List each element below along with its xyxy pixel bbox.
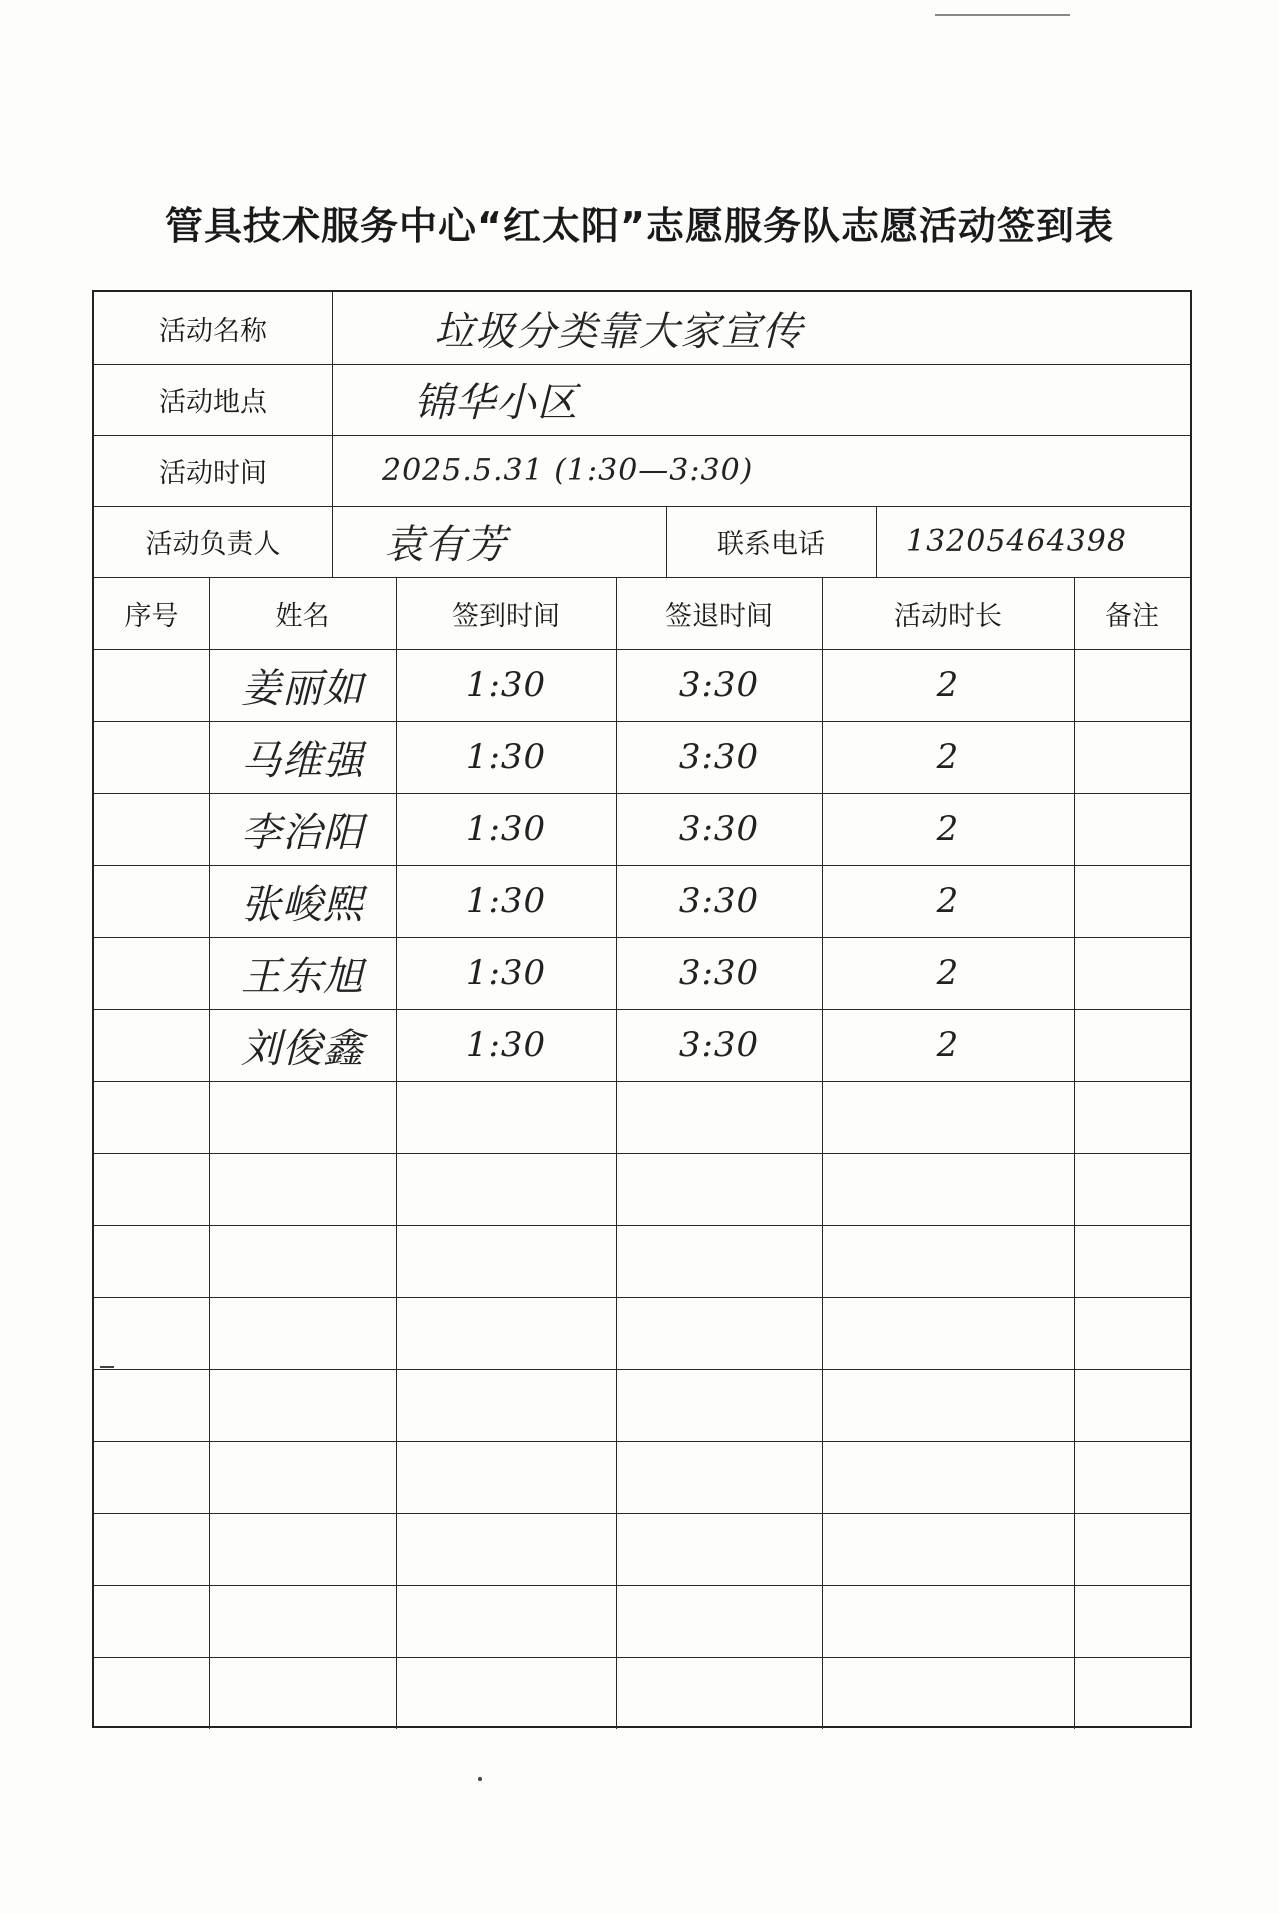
cell-duration: 2 [936, 953, 960, 993]
cell-remark [1074, 865, 1190, 937]
cell-checkout-time: 3:30 [678, 809, 760, 849]
cell-duration [822, 1585, 1074, 1657]
cell-name: 姜丽如 [241, 665, 364, 712]
cell-seq [94, 721, 209, 793]
cell-seq [94, 1585, 209, 1657]
cell-checkout-time: 3:30 [678, 665, 760, 705]
cell-name [209, 1513, 396, 1585]
cell-name: 李治阳 [241, 809, 364, 856]
cell-name: 张峻熙 [241, 881, 364, 928]
cell-checkin-time: 1:30 [465, 881, 547, 921]
cell-remark [1074, 793, 1190, 865]
cell-duration: 2 [936, 809, 960, 849]
cell-seq [94, 1153, 209, 1225]
cell-checkout-time [616, 1585, 822, 1657]
activity-time-value: 2025.5.31 (1:30—3:30) [382, 453, 754, 488]
scan-speck [100, 1366, 114, 1368]
cell-duration [822, 1081, 1074, 1153]
cell-checkout-time: 3:30 [678, 881, 760, 921]
cell-name [209, 1153, 396, 1225]
cell-name: 马维强 [241, 737, 364, 784]
cell-remark [1074, 721, 1190, 793]
cell-duration: 2 [936, 737, 960, 777]
phone-label: 联系电话 [717, 529, 825, 560]
cell-remark [1074, 1369, 1190, 1441]
cell-remark [1074, 1081, 1190, 1153]
col-divider [876, 506, 877, 577]
scan-speck [478, 1777, 482, 1781]
cell-checkin-time: 1:30 [465, 737, 547, 777]
cell-seq [94, 1513, 209, 1585]
cell-duration [822, 1657, 1074, 1729]
cell-checkin-time [396, 1153, 616, 1225]
cell-seq [94, 1009, 209, 1081]
cell-remark [1074, 1297, 1190, 1369]
cell-checkout-time [616, 1225, 822, 1297]
header-duration: 活动时长 [894, 600, 1002, 632]
activity-place-value: 锦华小区 [414, 380, 578, 426]
cell-name [209, 1369, 396, 1441]
cell-name: 王东旭 [241, 953, 364, 1000]
cell-duration: 2 [936, 1025, 960, 1065]
cell-checkin-time [396, 1297, 616, 1369]
cell-checkout-time: 3:30 [678, 953, 760, 993]
cell-remark [1074, 937, 1190, 1009]
form-title: 管具技术服务中心“红太阳”志愿服务队志愿活动签到表 [165, 204, 1114, 248]
header-checkin-time: 签到时间 [452, 600, 560, 632]
sign-in-table [92, 290, 1192, 1728]
cell-checkin-time [396, 1513, 616, 1585]
cell-name [209, 1441, 396, 1513]
cell-remark [1074, 1585, 1190, 1657]
cell-checkout-time [616, 1081, 822, 1153]
cell-checkout-time [616, 1657, 822, 1729]
cell-duration [822, 1297, 1074, 1369]
cell-remark [1074, 1657, 1190, 1729]
cell-checkin-time [396, 1081, 616, 1153]
cell-name [209, 1297, 396, 1369]
cell-remark [1074, 1513, 1190, 1585]
activity-name-label: 活动名称 [159, 315, 267, 347]
scan-mark-line [935, 14, 1070, 16]
cell-checkin-time: 1:30 [465, 809, 547, 849]
cell-remark [1074, 649, 1190, 721]
cell-duration: 2 [936, 881, 960, 921]
cell-seq [94, 649, 209, 721]
cell-checkout-time: 3:30 [678, 737, 760, 777]
header-checkout-time: 签退时间 [665, 600, 773, 632]
cell-checkout-time: 3:30 [678, 1025, 760, 1065]
cell-checkin-time [396, 1441, 616, 1513]
cell-duration: 2 [936, 665, 960, 705]
cell-name [209, 1225, 396, 1297]
cell-remark [1074, 1153, 1190, 1225]
phone-value: 13205464398 [906, 524, 1127, 559]
cell-seq [94, 1369, 209, 1441]
cell-seq [94, 1441, 209, 1513]
cell-checkin-time [396, 1585, 616, 1657]
cell-seq [94, 1081, 209, 1153]
cell-checkin-time [396, 1657, 616, 1729]
activity-name-value: 垃圾分类靠大家宣传 [434, 308, 803, 355]
cell-checkout-time [616, 1513, 822, 1585]
cell-remark [1074, 1225, 1190, 1297]
cell-checkin-time [396, 1225, 616, 1297]
cell-seq [94, 937, 209, 1009]
cell-checkout-time [616, 1441, 822, 1513]
activity-place-label: 活动地点 [159, 387, 267, 418]
cell-seq [94, 1225, 209, 1297]
cell-remark [1074, 1009, 1190, 1081]
cell-duration [822, 1513, 1074, 1585]
cell-seq [94, 793, 209, 865]
cell-checkout-time [616, 1297, 822, 1369]
cell-name [209, 1657, 396, 1729]
leader-label: 活动负责人 [145, 529, 281, 560]
cell-checkout-time [616, 1369, 822, 1441]
cell-duration [822, 1153, 1074, 1225]
activity-time-label: 活动时间 [159, 458, 267, 489]
header-remark: 备注 [1105, 600, 1159, 632]
cell-name: 刘俊鑫 [241, 1025, 364, 1072]
cell-checkin-time [396, 1369, 616, 1441]
cell-checkin-time: 1:30 [465, 1025, 547, 1065]
cell-checkout-time [616, 1153, 822, 1225]
header-name: 姓名 [275, 600, 330, 632]
cell-duration [822, 1225, 1074, 1297]
header-seq: 序号 [124, 600, 179, 632]
cell-seq [94, 865, 209, 937]
cell-checkin-time: 1:30 [465, 665, 547, 705]
col-divider [332, 292, 333, 577]
cell-name [209, 1585, 396, 1657]
leader-value: 袁有芳 [384, 522, 507, 568]
cell-name [209, 1081, 396, 1153]
cell-duration [822, 1441, 1074, 1513]
cell-remark [1074, 1441, 1190, 1513]
cell-seq [94, 1657, 209, 1729]
cell-duration [822, 1369, 1074, 1441]
cell-seq [94, 1297, 209, 1369]
cell-checkin-time: 1:30 [465, 953, 547, 993]
